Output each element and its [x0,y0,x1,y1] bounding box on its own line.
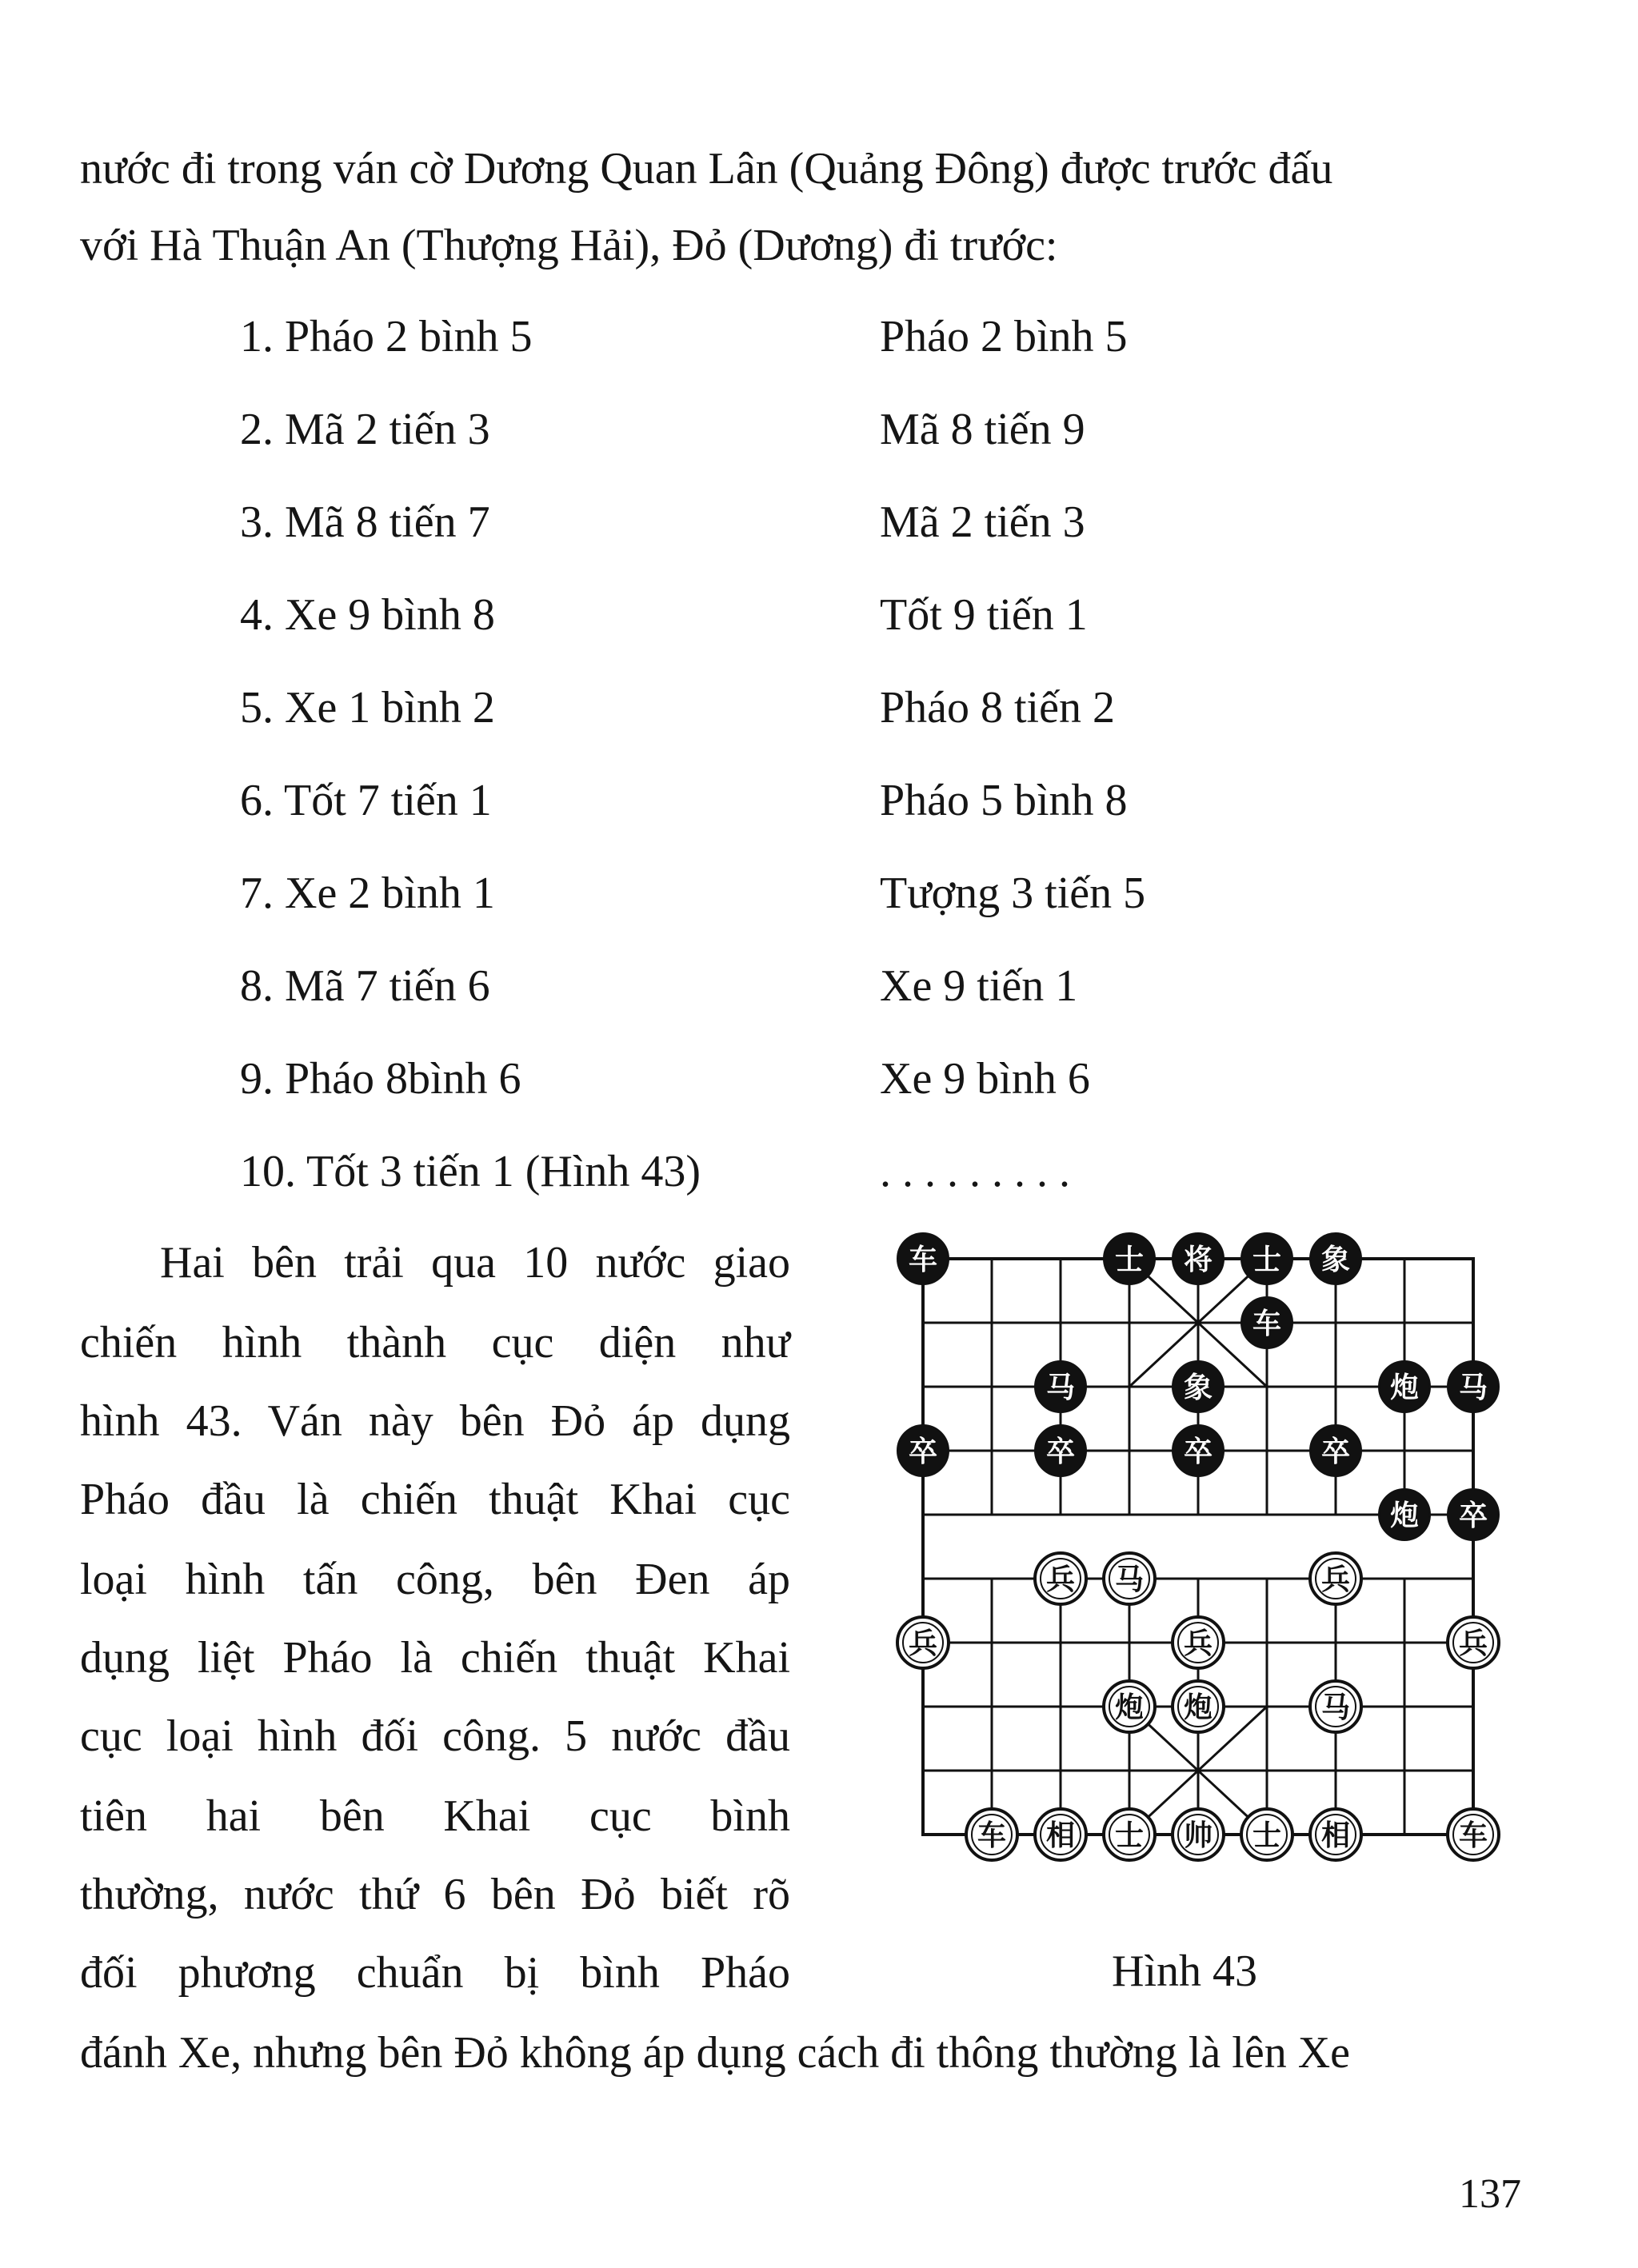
black-piece [1241,1297,1292,1348]
piece-glyph: 相 [1320,1819,1351,1852]
piece-glyph: 车 [1252,1308,1282,1340]
piece-glyph: 车 [1458,1819,1488,1852]
black-piece [1173,1233,1224,1284]
black-move: Xe 9 bình 6 [880,1054,1090,1104]
black-piece [1448,1361,1499,1412]
piece-glyph: 帅 [1183,1819,1213,1852]
piece-glyph: 卒 [1458,1499,1488,1532]
piece-glyph: 士 [1114,1819,1145,1852]
black-piece [1173,1361,1224,1412]
black-piece [1173,1425,1224,1476]
piece-glyph: 兵 [1045,1563,1076,1596]
figure-caption: Hình 43 [1112,1947,1257,1996]
piece-glyph: 象 [1183,1372,1213,1404]
black-piece [897,1233,949,1284]
piece-glyph: 士 [1114,1244,1145,1276]
piece-glyph: 马 [1114,1563,1145,1596]
red-piece [1104,1553,1155,1604]
red-piece [1448,1617,1499,1668]
paragraph-line: cục loại hình đối công. 5 nước đầu [80,1711,790,1761]
black-piece [1379,1361,1430,1412]
piece-glyph: 马 [1320,1691,1351,1724]
black-piece [1241,1233,1292,1284]
paragraph-line: hình 43. Ván này bên Đỏ áp dụng [80,1396,790,1446]
piece-glyph: 车 [908,1244,938,1276]
red-piece [1310,1681,1361,1732]
red-piece [1104,1681,1155,1732]
paragraph-line: chiến hình thành cục diện như [80,1318,790,1368]
paragraph-line: dụng liệt Pháo là chiến thuật Khai [80,1633,790,1683]
piece-glyph: 兵 [1458,1627,1488,1660]
red-piece [966,1809,1017,1860]
black-piece [1310,1425,1361,1476]
black-move: Pháo 2 bình 5 [880,312,1128,361]
red-piece [1310,1809,1361,1860]
red-piece [1035,1553,1086,1604]
piece-glyph: 卒 [1045,1435,1076,1468]
red-move: 2. Mã 2 tiến 3 [240,405,490,454]
piece-glyph: 兵 [1183,1627,1213,1660]
paragraph-line: Hai bên trải qua 10 nước giao [160,1238,790,1288]
black-piece [1448,1489,1499,1540]
piece-glyph: 马 [1458,1372,1488,1404]
piece-glyph: 兵 [1320,1563,1351,1596]
paragraph-line: loại hình tấn công, bên Đen áp [80,1555,790,1604]
red-move: 9. Pháo 8bình 6 [240,1054,521,1104]
red-piece [1173,1681,1224,1732]
black-piece [1035,1425,1086,1476]
paragraph-line: đối phương chuẩn bị bình Pháo [80,1948,790,1998]
paragraph-line: tiên hai bên Khai cục bình [80,1791,790,1841]
red-piece [1241,1809,1292,1860]
black-move: Tượng 3 tiến 5 [880,868,1146,918]
red-move: 5. Xe 1 bình 2 [240,683,495,733]
red-piece [897,1617,949,1668]
red-move: 1. Pháo 2 bình 5 [240,312,533,361]
piece-glyph: 卒 [908,1435,938,1468]
piece-glyph: 士 [1252,1244,1282,1276]
intro-line-1: nước đi trong ván cờ Dương Quan Lân (Quảng Đông) được trước đấu [80,144,1333,194]
piece-glyph: 炮 [1114,1691,1145,1724]
piece-glyph: 将 [1183,1244,1213,1276]
black-move: Xe 9 tiến 1 [880,961,1078,1011]
black-move: Pháo 5 bình 8 [880,776,1128,825]
red-piece [1448,1809,1499,1860]
black-piece [897,1425,949,1476]
black-piece [1035,1361,1086,1412]
xiangqi-board-figure [888,1216,1512,1879]
red-piece [1310,1553,1361,1604]
piece-glyph: 兵 [908,1627,938,1660]
red-move: 8. Mã 7 tiến 6 [240,961,490,1011]
final-line: đánh Xe, nhưng bên Đỏ không áp dụng cách đi thông thường là lên Xe [80,2028,1350,2078]
black-piece [1379,1489,1430,1540]
red-move: 3. Mã 8 tiến 7 [240,497,490,547]
piece-glyph: 炮 [1183,1691,1213,1724]
board-grid [923,1259,1473,1835]
red-move: 10. Tốt 3 tiến 1 (Hình 43) [240,1147,701,1196]
red-piece [1173,1809,1224,1860]
black-move: . . . . . . . . . [880,1147,1070,1196]
black-move: Pháo 8 tiến 2 [880,683,1115,733]
red-move: 4. Xe 9 bình 8 [240,590,495,640]
intro-line-2: với Hà Thuận An (Thượng Hải), Đỏ (Dương) đi trước: [80,221,1058,270]
piece-glyph: 卒 [1183,1435,1213,1468]
red-piece [1104,1809,1155,1860]
black-move: Mã 8 tiến 9 [880,405,1085,454]
piece-glyph: 炮 [1389,1372,1420,1404]
paragraph-line: thường, nước thứ 6 bên Đỏ biết rõ [80,1870,790,1919]
red-piece [1035,1809,1086,1860]
page-number: 137 [1459,2171,1521,2217]
piece-glyph: 炮 [1389,1499,1420,1532]
piece-glyph: 士 [1252,1819,1282,1852]
paragraph-line: Pháo đầu là chiến thuật Khai cục [80,1475,790,1524]
black-piece [1104,1233,1155,1284]
black-move: Tốt 9 tiến 1 [880,590,1088,640]
piece-glyph: 马 [1045,1372,1076,1404]
red-move: 7. Xe 2 bình 1 [240,868,495,918]
red-move: 6. Tốt 7 tiến 1 [240,776,492,825]
black-piece [1310,1233,1361,1284]
piece-glyph: 象 [1320,1244,1351,1276]
black-move: Mã 2 tiến 3 [880,497,1085,547]
piece-glyph: 卒 [1320,1435,1351,1468]
piece-glyph: 车 [977,1819,1007,1852]
red-piece [1173,1617,1224,1668]
piece-glyph: 相 [1045,1819,1076,1852]
